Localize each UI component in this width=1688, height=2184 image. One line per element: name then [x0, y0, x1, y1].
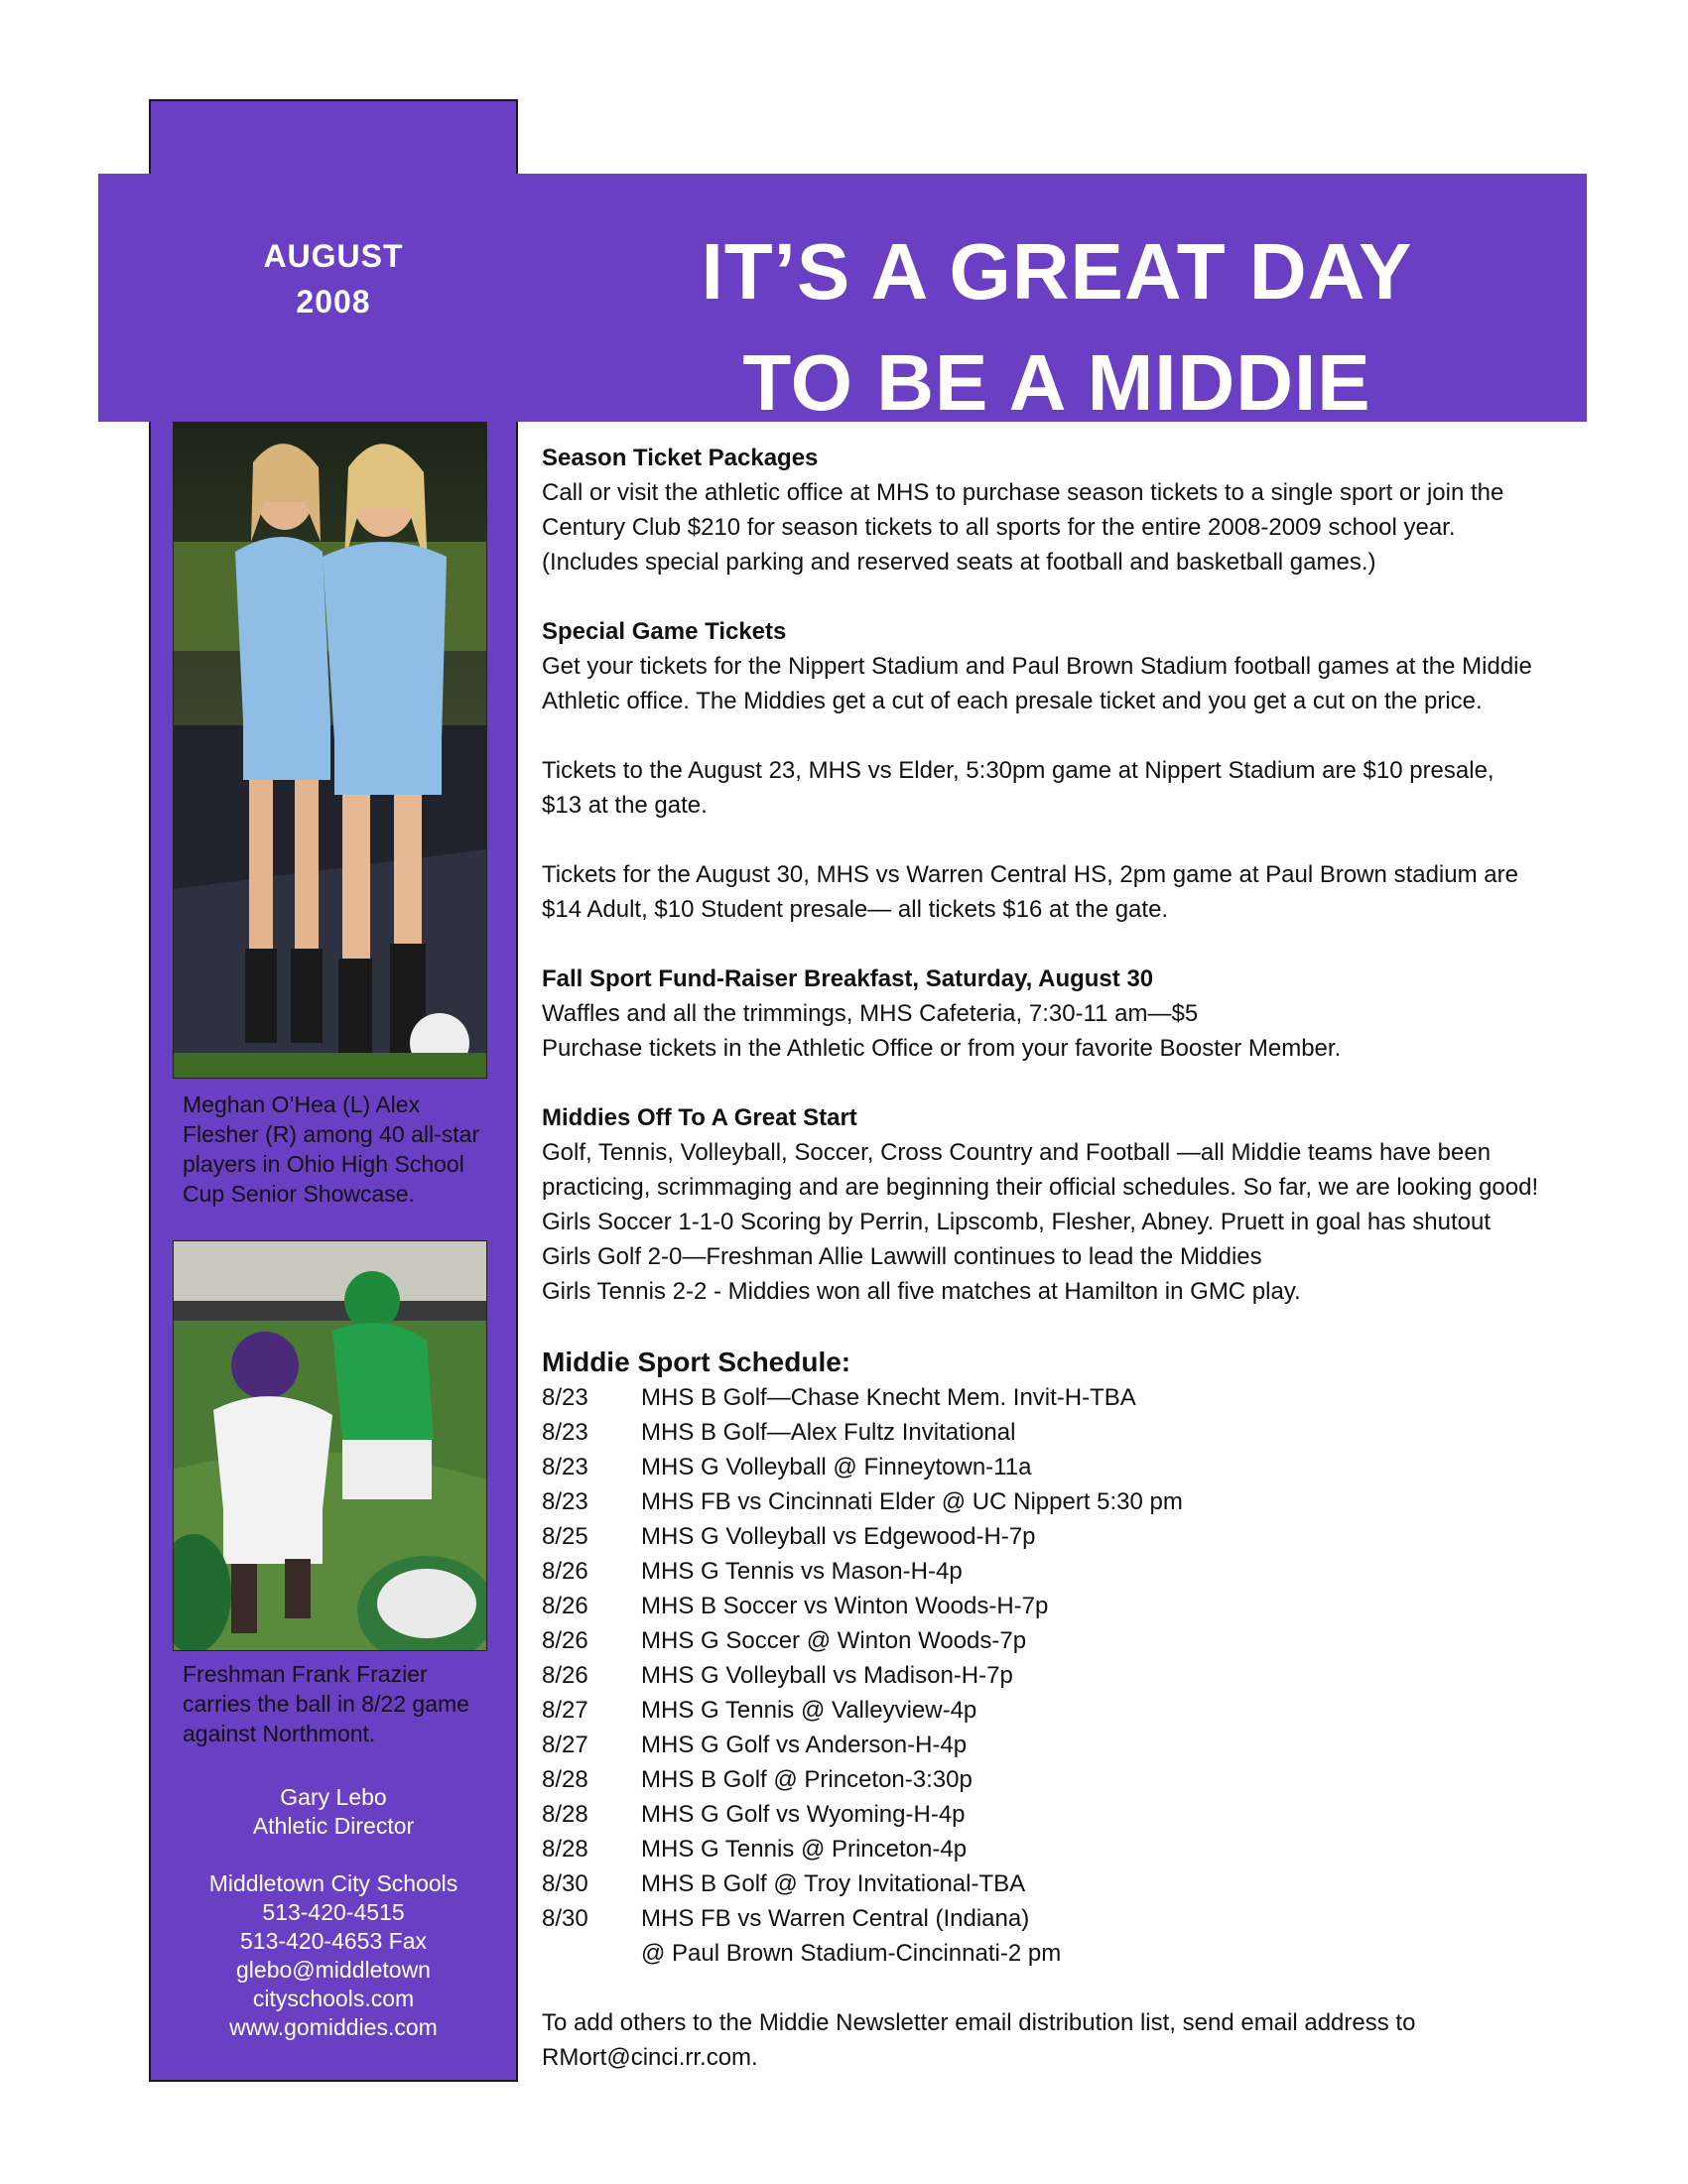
schedule-row: [542, 1658, 1594, 1693]
schedule-row: [542, 1380, 1594, 1415]
paragraph-line: Century Club $210 for season tickets to all sports for the entire 2008-2009 school year.: [542, 514, 1456, 541]
headline-line-1: IT’S A GREAT DAY: [701, 227, 1413, 316]
schedule-row: [542, 1450, 1594, 1484]
section-schedule: [542, 1344, 1594, 1971]
schedule-event: MHS B Golf—Alex Fultz Invitational: [641, 1419, 1016, 1446]
photo-caption-soccer: Meghan O’Hea (L) Alex Flesher (R) among 40 all-star players in Ohio High School Cup Senior Showcase.: [183, 1092, 480, 1207]
contact-org: Middletown City Schools: [208, 1870, 458, 1896]
newsletter-footer: [542, 2005, 1594, 2075]
paragraph-line: Get your tickets for the Nippert Stadium and Paul Brown Stadium football games at the Middie: [542, 653, 1532, 680]
paragraph-line: Girls Tennis 2-2 - Middies won all five matches at Hamilton in GMC play.: [542, 1278, 1301, 1305]
section-title: Fall Sport Fund-Raiser Breakfast, Saturday, August 30: [542, 965, 1154, 992]
schedule-event: MHS B Golf @ Troy Invitational-TBA: [641, 1870, 1026, 1897]
paragraph-line: (Includes special parking and reserved seats at football and basketball games.): [542, 549, 1376, 576]
contact-email-line-2[interactable]: cityschools.com: [252, 1986, 415, 2011]
paragraph-line: Golf, Tennis, Volleyball, Soccer, Cross Country and Football —all Middie teams have been: [542, 1139, 1492, 1166]
schedule-date: 8/28: [542, 1836, 588, 1863]
section-title: Middies Off To A Great Start: [542, 1104, 857, 1131]
paragraph-line: Waffles and all the trimmings, MHS Cafeteria, 7:30-11 am—$5: [542, 1000, 1199, 1027]
schedule-row: [542, 1519, 1594, 1554]
schedule-row: [542, 1693, 1594, 1728]
schedule-date: 8/23: [542, 1454, 588, 1480]
schedule-row: [542, 1866, 1594, 1901]
section-breakfast: [542, 962, 1594, 1066]
schedule-event: MHS G Golf vs Anderson-H-4p: [641, 1732, 968, 1758]
photo-caption-football: Freshman Frank Frazier carries the ball in 8/22 game against Northmont.: [183, 1661, 469, 1746]
schedule-date: 8/25: [542, 1523, 588, 1550]
schedule-row: [542, 1623, 1594, 1658]
contact-block: [149, 1783, 518, 2042]
schedule-event: @ Paul Brown Stadium-Cincinnati-2 pm: [641, 1940, 1062, 1967]
schedule-event: MHS FB vs Warren Central (Indiana): [641, 1905, 1030, 1932]
contact-name: Gary Lebo: [280, 1784, 387, 1810]
issue-month: AUGUST: [263, 238, 404, 274]
soccer-players-photo: [173, 422, 487, 1079]
contact-website[interactable]: www.gomiddies.com: [229, 2014, 438, 2040]
schedule-event: MHS G Volleyball vs Edgewood-H-7p: [641, 1523, 1036, 1550]
schedule-event: MHS G Tennis @ Princeton-4p: [641, 1836, 968, 1863]
schedule-date: 8/28: [542, 1801, 588, 1828]
football-player-image: [174, 1241, 486, 1650]
schedule-date: 8/26: [542, 1593, 588, 1619]
contact-phone: 513-420-4515: [262, 1899, 405, 1925]
schedule-row: [542, 1762, 1594, 1797]
paragraph-line: Athletic office. The Middies get a cut of each presale ticket and you get a cut on the price.: [542, 688, 1483, 714]
schedule-row: [542, 1484, 1594, 1519]
paragraph-line: practicing, scrimmaging and are beginning their official schedules. So far, we are looking good!: [542, 1174, 1539, 1201]
schedule-date: 8/27: [542, 1732, 588, 1758]
paragraph-line: Girls Golf 2-0—Freshman Allie Lawwill continues to lead the Middies: [542, 1243, 1262, 1270]
page-title: [556, 216, 1558, 439]
schedule-event: MHS G Soccer @ Winton Woods-7p: [641, 1627, 1027, 1654]
schedule-row: [542, 1554, 1594, 1589]
main-content: [542, 441, 1594, 2075]
section-great-start: [542, 1100, 1594, 1309]
schedule-date: 8/30: [542, 1905, 588, 1932]
schedule-date: 8/26: [542, 1627, 588, 1654]
paragraph-line: Tickets to the August 23, MHS vs Elder, 5:30pm game at Nippert Stadium are $10 presale,: [542, 757, 1494, 784]
paragraph-line: Tickets for the August 30, MHS vs Warren Central HS, 2pm game at Paul Brown stadium are: [542, 861, 1518, 888]
schedule-event: MHS B Golf—Chase Knecht Mem. Invit-H-TBA: [641, 1384, 1136, 1411]
schedule-event: MHS G Tennis @ Valleyview-4p: [641, 1697, 977, 1724]
schedule-row: [542, 1415, 1594, 1450]
schedule-row: [542, 1589, 1594, 1623]
section-season-tickets: [542, 441, 1594, 579]
football-player-photo: [173, 1240, 487, 1651]
footer-email[interactable]: RMort@cinci.rr.com.: [542, 2044, 758, 2071]
schedule-row: [542, 1832, 1594, 1866]
paragraph-line: Purchase tickets in the Athletic Office or from your favorite Booster Member.: [542, 1035, 1342, 1062]
schedule-date: [542, 1936, 641, 1971]
schedule-event: MHS G Volleyball vs Madison-H-7p: [641, 1662, 1013, 1689]
paragraph-line: Call or visit the athletic office at MHS to purchase season tickets to a single sport or join the: [542, 479, 1504, 506]
issue-year: 2008: [296, 284, 371, 320]
contact-fax: 513-420-4653 Fax: [240, 1928, 427, 1954]
schedule-date: 8/30: [542, 1870, 588, 1897]
schedule-event: MHS G Volleyball @ Finneytown-11a: [641, 1454, 1032, 1480]
schedule-row: [542, 1728, 1594, 1762]
paragraph-line: Girls Soccer 1-1-0 Scoring by Perrin, Lipscomb, Flesher, Abney. Pruett in goal has shutout: [542, 1209, 1492, 1235]
section-special-tickets: [542, 614, 1594, 927]
schedule-date: 8/27: [542, 1697, 588, 1724]
footer-line: To add others to the Middie Newsletter email distribution list, send email address to: [542, 2009, 1416, 2036]
schedule-date: 8/23: [542, 1384, 588, 1411]
schedule-date: 8/23: [542, 1419, 588, 1446]
schedule-event: MHS G Golf vs Wyoming-H-4p: [641, 1801, 966, 1828]
paragraph-line: $14 Adult, $10 Student presale— all tickets $16 at the gate.: [542, 896, 1169, 923]
contact-title: Athletic Director: [252, 1813, 415, 1839]
schedule-list: [542, 1380, 1594, 1971]
soccer-players-image: [174, 423, 486, 1078]
section-title: Special Game Tickets: [542, 618, 787, 645]
schedule-event: MHS B Golf @ Princeton-3:30p: [641, 1766, 973, 1793]
schedule-date: 8/23: [542, 1488, 588, 1515]
schedule-date: 8/26: [542, 1662, 588, 1689]
schedule-date: 8/26: [542, 1558, 588, 1585]
schedule-date: 8/28: [542, 1766, 588, 1793]
schedule-event: MHS FB vs Cincinnati Elder @ UC Nippert 5:30 pm: [641, 1488, 1183, 1515]
schedule-row: [542, 1797, 1594, 1832]
schedule-title: Middie Sport Schedule:: [542, 1347, 851, 1377]
schedule-row: [542, 1901, 1594, 1936]
paragraph-line: $13 at the gate.: [542, 792, 708, 819]
issue-date: [149, 233, 518, 324]
schedule-event: MHS G Tennis vs Mason-H-4p: [641, 1558, 963, 1585]
schedule-event: MHS B Soccer vs Winton Woods-H-7p: [641, 1593, 1049, 1619]
contact-email-line-1[interactable]: glebo@middletown: [236, 1957, 431, 1983]
headline-line-2: TO BE A MIDDIE: [742, 338, 1371, 427]
section-title: Season Ticket Packages: [542, 445, 819, 471]
schedule-row: [542, 1936, 1594, 1971]
